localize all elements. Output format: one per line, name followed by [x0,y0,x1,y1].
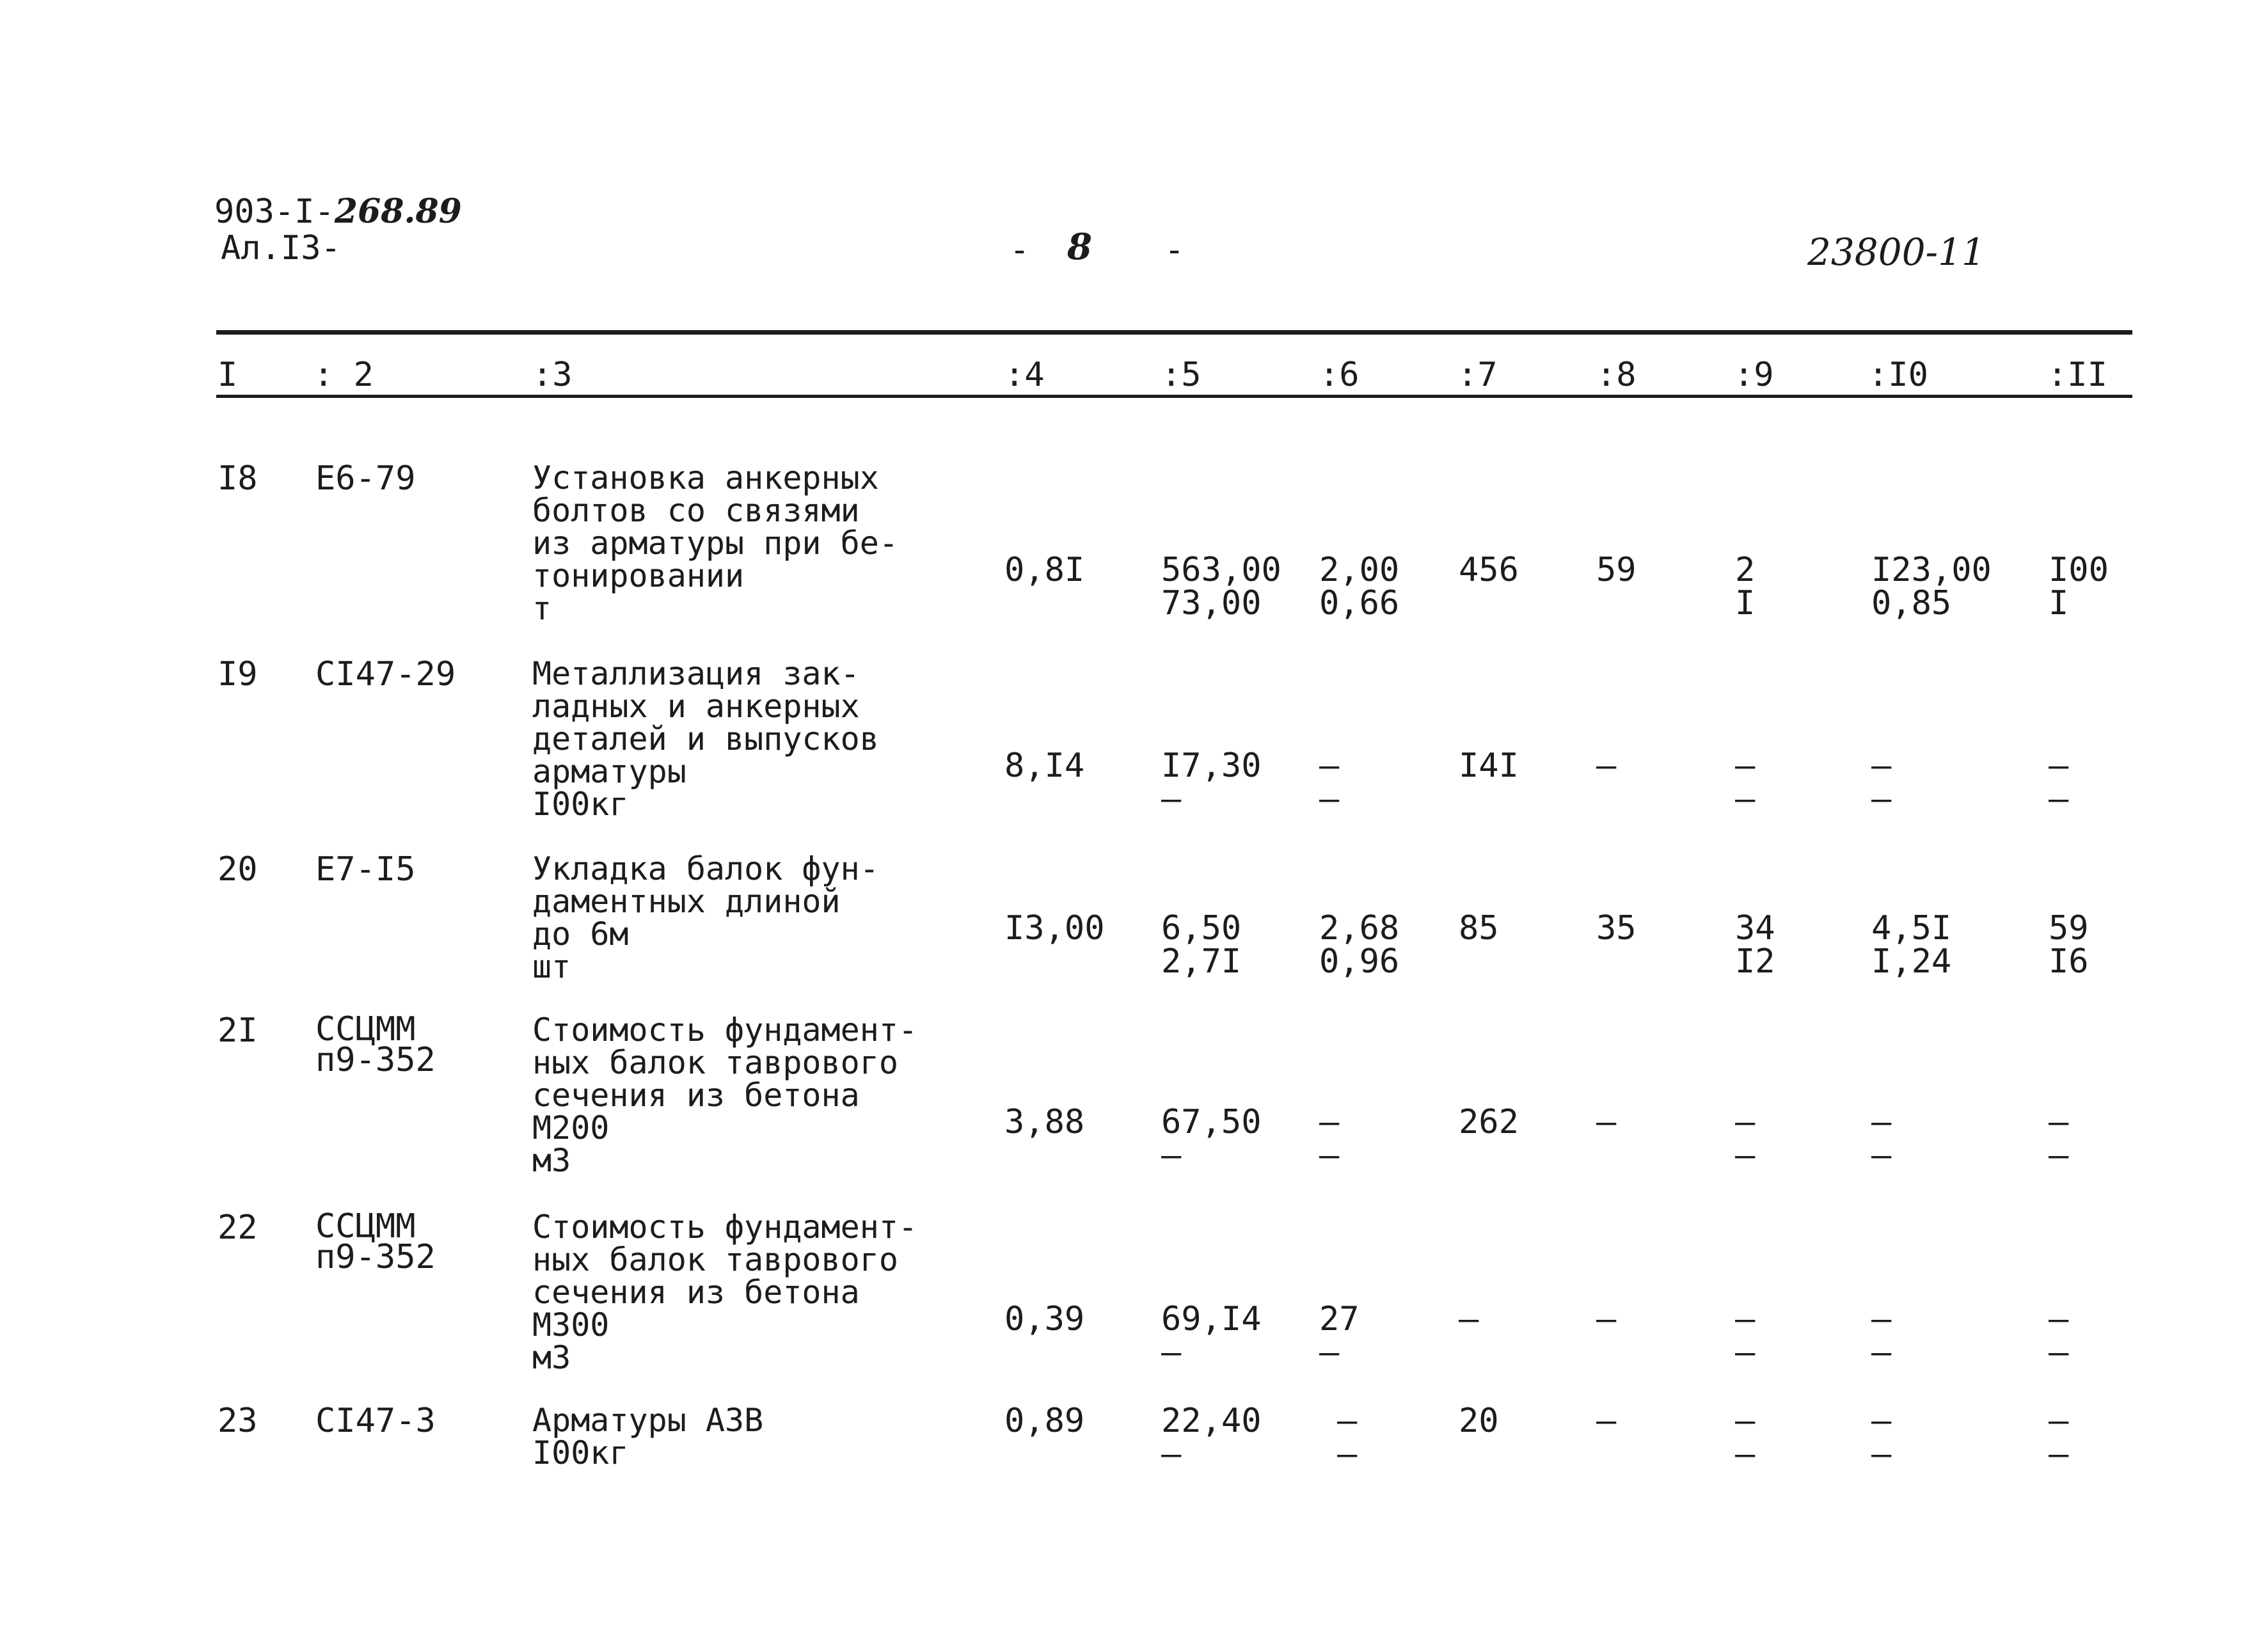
column-header-11: :II [2047,356,2107,394]
col-11-value: I00 I [2049,551,2109,622]
col-8-value: – [1596,1402,1617,1440]
col-6-value: 2,00 0,66 [1319,551,1400,622]
row-number: 23 [218,1402,258,1440]
col-8-value: 35 [1596,909,1637,947]
rate-code: CI47-29 [315,655,456,694]
col-10-value: – – [1871,1103,1892,1175]
column-header-rule [216,395,2132,398]
rate-code: E6-79 [315,459,416,498]
doc-code [214,192,462,231]
col-7-value: 20 [1459,1402,1499,1440]
col-7-value: I4I [1459,747,1519,785]
doc-code-handwritten: 268.89 [334,192,462,231]
col-5-value: 6,50 2,7I [1161,909,1242,981]
top-rule [216,330,2132,335]
stamp-number: 23800-11 [1807,230,1985,274]
col-9-value: – – [1735,1103,1756,1175]
col-7-value: – [1459,1300,1479,1338]
col-5-value: 67,50 – [1161,1103,1262,1175]
col-8-value: – [1596,747,1617,785]
rate-code: E7-I5 [315,850,416,889]
col-5-value: I7,30 – [1161,747,1262,818]
page-number: 8 [1067,226,1092,268]
col-6-value: 27 – [1319,1300,1360,1372]
column-header-7: :7 [1457,356,1498,394]
col-8-value: – [1596,1103,1617,1141]
column-header-9: :9 [1734,356,1774,394]
work-description: Стоимость фундамент- ных балок таврового сечения из бетона М300 м3 [532,1209,918,1376]
col-11-value: 59 I6 [2049,909,2089,981]
doc-code-prefix: 903-I- [214,193,335,231]
col-4-value: 8,I4 [1004,747,1085,785]
col-9-value: 2 I [1735,551,1756,622]
page-right-dash: - [1164,231,1185,269]
col-4-value: 0,89 [1004,1402,1085,1440]
col-4-value: 0,39 [1004,1300,1085,1338]
rate-code: ССЦММ п9-352 [315,1207,436,1276]
col-10-value: – – [1871,747,1892,818]
row-number: I8 [218,459,258,498]
col-10-value: – – [1871,1402,1892,1473]
work-description: Установка анкерных болтов со связями из арматуры при бе- тонировании т [532,459,898,627]
col-6-value: – – [1319,1103,1340,1175]
col-7-value: 262 [1459,1103,1519,1141]
page-left-dash: - [1010,231,1030,269]
col-11-value: – – [2049,747,2069,818]
row-number: 20 [218,850,258,889]
col-10-value: I23,00 0,85 [1871,551,1992,622]
column-header-2: : 2 [313,356,374,394]
work-description: Металлизация зак- ладных и анкерных деталей и выпусков арматуры I00кг [532,655,879,823]
rate-code: ССЦММ п9-352 [315,1010,436,1079]
col-9-value: – – [1735,1402,1756,1473]
col-9-value: – – [1735,1300,1756,1372]
col-4-value: 3,88 [1004,1103,1085,1141]
col-4-value: 0,8I [1004,551,1085,589]
col-5-value: 563,00 73,00 [1161,551,1281,622]
col-7-value: 85 [1459,909,1499,947]
col-11-value: – – [2049,1300,2069,1372]
work-description: Арматуры А3В I00кг [532,1402,764,1471]
column-header-5: :5 [1161,356,1201,394]
column-header-3: :3 [532,356,573,394]
col-8-value: – [1596,1300,1617,1338]
rate-code: CI47-3 [315,1402,436,1440]
col-6-value: – – [1337,1402,1358,1473]
work-description: Укладка балок фун- даментных длиной до 6м шт [532,850,879,985]
column-header-4: :4 [1004,356,1045,394]
col-6-value: – – [1319,747,1340,818]
col-8-value: 59 [1596,551,1637,589]
column-header-6: :6 [1319,356,1360,394]
col-4-value: I3,00 [1004,909,1105,947]
column-header-8: :8 [1596,356,1637,394]
row-number: 2I [218,1011,258,1050]
column-header-10: :I0 [1868,356,1928,394]
col-6-value: 2,68 0,96 [1319,909,1400,981]
col-7-value: 456 [1459,551,1519,589]
col-10-value: 4,5I I,24 [1871,909,1952,981]
col-9-value: – – [1735,747,1756,818]
col-5-value: 69,I4 – [1161,1300,1262,1372]
row-number: 22 [218,1209,258,1247]
col-11-value: – – [2049,1402,2069,1473]
work-description: Стоимость фундамент- ных балок таврового сечения из бетона М200 м3 [532,1011,918,1179]
column-header-1: I [218,356,238,394]
col-11-value: – – [2049,1103,2069,1175]
col-10-value: – – [1871,1300,1892,1372]
album-number: Ал.I3- [221,229,341,267]
col-9-value: 34 I2 [1735,909,1775,981]
col-5-value: 22,40 – [1161,1402,1262,1473]
row-number: I9 [218,655,258,694]
